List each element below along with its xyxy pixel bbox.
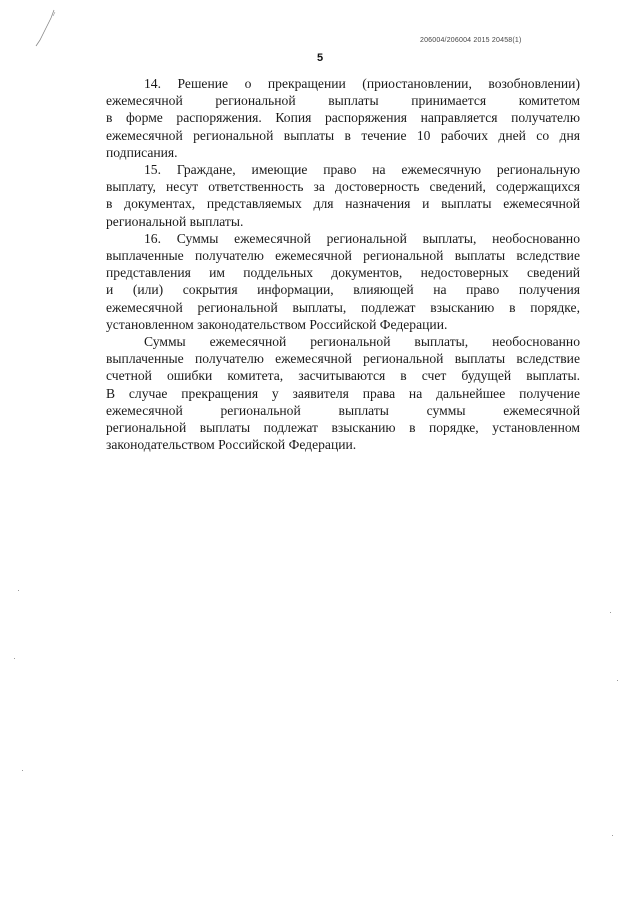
scan-speck [612, 835, 613, 836]
text-line: и (или) сокрытия информации, влияющей на право получения [106, 282, 580, 298]
document-registration-code: 206004/206004 2015 20458(1) [420, 37, 522, 44]
text-line: В случае прекращения у заявителя права на дальнейшее получение [106, 385, 580, 401]
scan-speck [610, 612, 611, 613]
text-line: подписания. [106, 144, 178, 160]
paragraph-15 [106, 161, 580, 230]
text-line: представления им поддельных документов, недостоверных сведений [106, 265, 580, 281]
text-line: региональной выплаты. [106, 213, 244, 229]
page-number: 5 [316, 52, 324, 64]
text-line: установленном законодательством Российской Федерации. [106, 316, 448, 332]
text-line: выплаченные получателю ежемесячной региональной выплаты вследствие [106, 351, 580, 367]
paragraph-16-continuation [106, 333, 580, 453]
text-line: законодательством Российской Федерации. [106, 437, 357, 453]
text-line: Суммы ежемесячной региональной выплаты, необоснованно [144, 334, 580, 350]
scan-speck [18, 590, 19, 591]
paragraph-16 [106, 230, 580, 333]
text-line: выплату, несут ответственность за достоверность сведений, содержащихся [106, 179, 580, 195]
text-line: региональной выплаты подлежат взысканию в порядке, установленном [106, 420, 580, 436]
pen-stroke-mark [34, 8, 74, 48]
text-line: выплаченные получателю ежемесячной региональной выплаты вследствие [106, 248, 580, 264]
text-line: счетной ошибки комитета, засчитываются в счет будущей выплаты. [106, 368, 580, 384]
text-line: ежемесячной региональной выплаты в течение 10 рабочих дней со дня [106, 127, 580, 143]
paragraph-14 [106, 75, 580, 161]
text-line: ежемесячной региональной выплаты суммы ежемесячной [106, 402, 580, 418]
document-body [106, 75, 580, 453]
scan-speck [22, 770, 23, 771]
text-line: в форме распоряжения. Копия распоряжения направляется получателю [106, 110, 580, 126]
text-line: 16. Суммы ежемесячной региональной выплаты, необоснованно [144, 230, 580, 246]
text-line: в документах, представляемых для назначения и выплаты ежемесячной [106, 196, 580, 212]
text-line: 15. Граждане, имеющие право на ежемесячную региональную [144, 162, 580, 178]
text-line: ежемесячной региональной выплаты, подлежат взысканию в порядке, [106, 299, 580, 315]
text-line: 14. Решение о прекращении (приостановлении, возобновлении) [144, 76, 580, 91]
scan-speck [14, 658, 15, 659]
scan-speck [617, 680, 618, 681]
text-line: ежемесячной региональной выплаты принимается комитетом [106, 93, 580, 109]
